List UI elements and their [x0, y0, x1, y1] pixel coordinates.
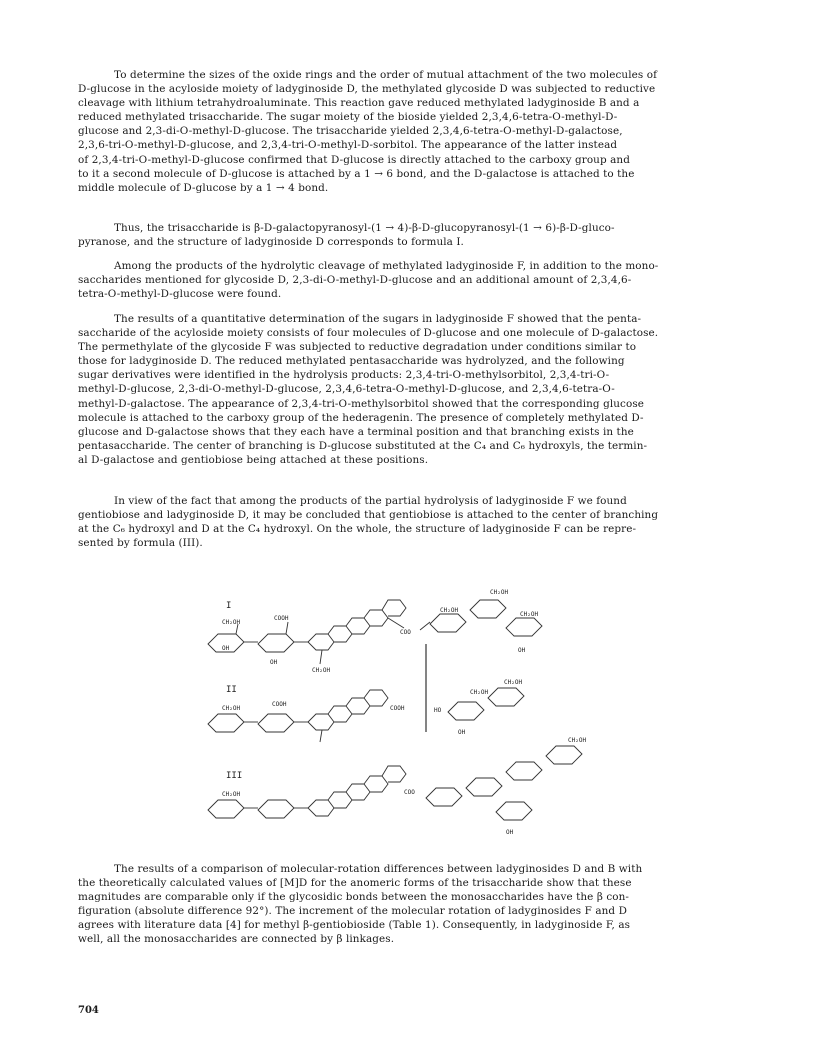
formula-3-glucose-ring-2 — [426, 788, 462, 806]
text-line: 2,3,6-tri-O-methyl-D-glucose, and 2,3,4-tri-O-methyl-D-sorbitol. The appearance of the latter instead — [78, 139, 618, 152]
oh-label: OH — [458, 729, 466, 736]
formula-label-2: II — [226, 685, 237, 695]
formula-1-glucose-ring-2 — [430, 614, 466, 632]
cooh-label: COOH — [390, 705, 405, 712]
formula-1-glucose-ring-3 — [506, 618, 542, 636]
paragraph-6 — [78, 862, 740, 947]
formula-3-glucose-ring — [208, 800, 244, 818]
formula-label-1: I — [226, 601, 232, 611]
text-line: saccharide of the acyloside moiety consists of four molecules of D-glucose and one molecule of D-galactose. — [78, 327, 659, 340]
ho-label: HO — [434, 707, 442, 714]
oh-label: OH — [518, 647, 526, 654]
ch2oh-label: CH₂OH — [568, 737, 587, 744]
ch2oh-label: CH₂OH — [222, 791, 241, 798]
formula-2-glucose-ring-right — [448, 702, 484, 720]
oh-label: OH — [506, 829, 514, 836]
formula-3-glucose-ring-4 — [506, 762, 542, 780]
text-line: well, all the monosaccharides are connected by β linkages. — [78, 933, 395, 946]
text-line: cleavage with lithium tetrahydroaluminate. This reaction gave reduced methylated ladyginoside B and a — [78, 97, 640, 110]
text-line: molecule is attached to the carboxy group of the hederagenin. The presence of completely methylated D- — [78, 411, 644, 424]
ch2oh-label: CH₂OH — [440, 607, 459, 614]
cooh-label: COOH — [272, 701, 287, 708]
formula-1-galactose-ring — [470, 600, 506, 618]
paragraph-1 — [78, 68, 740, 195]
formula-2-triterpene-skeleton — [308, 690, 388, 742]
text-line: In view of the fact that among the products of the partial hydrolysis of ladyginoside F we found — [114, 495, 627, 507]
text-line: tetra-O-methyl-D-glucose were found. — [78, 288, 282, 301]
text-line: glucose and 2,3-di-O-methyl-D-glucose. The trisaccharide yielded 2,3,4,6-tetra-O-methyl-D-galactose, — [78, 125, 623, 138]
text-line: methyl-D-galactose. The appearance of 2,3,4-tri-O-methylsorbitol showed that the corresponding glucose — [78, 397, 645, 410]
text-line: Thus, the trisaccharide is β-D-galactopyranosyl-(1 → 4)-β-D-glucopyranosyl-(1 → 6)-β-D-gluco- — [114, 222, 615, 234]
text-line: al D-galactose and gentiobiose being attached at these positions. — [78, 453, 429, 466]
text-line: those for ladyginoside D. The reduced methylated pentasaccharide was hydrolyzed, and the following — [78, 355, 625, 368]
formula-2-glucuronic-ring — [258, 714, 294, 732]
text-line: magnitudes are comparable only if the glycosidic bonds between the monosaccharides have the β con- — [78, 891, 630, 904]
text-line: reduced methylated trisaccharide. The sugar moiety of the bioside yielded 2,3,4,6-tetra-O-methyl-D- — [78, 111, 618, 124]
oh-label: OH — [270, 659, 278, 666]
text-line: methyl-D-glucose, 2,3-di-O-methyl-D-glucose, 2,3,4,6-tetra-O-methyl-D-glucose, and 2,3,4,6-tetra-O- — [78, 383, 615, 396]
text-line: glucose and D-galactose shows that they each have a terminal position and that branching exists in the — [78, 425, 634, 438]
oh-label: OH — [222, 645, 230, 652]
formula-2-glucose-ring-right-2 — [488, 688, 524, 706]
formula-1-triterpene-skeleton — [308, 600, 406, 664]
cooh-label: COOH — [274, 615, 289, 622]
structural-formulas-figure — [200, 572, 600, 844]
formula-2-glucose-ring — [208, 714, 244, 732]
text-line: Among the products of the hydrolytic cleavage of methylated ladyginoside F, in addition to the mono- — [114, 260, 659, 272]
text-line: saccharides mentioned for glycoside D, 2,3-di-O-methyl-D-glucose and an additional amount of 2,3,4,6- — [78, 274, 632, 287]
formula-label-3: III — [226, 771, 243, 781]
paragraph-5 — [78, 494, 740, 550]
ch2oh-label: CH₂OH — [520, 611, 539, 618]
text-line: to it a second molecule of D-glucose is attached by a 1 → 6 bond, and the D-galactose is attached to the — [78, 167, 635, 180]
text-line: agrees with literature data [4] for methyl β-gentiobioside (Table 1). Consequently, in ladyginoside F, as — [78, 919, 631, 932]
text-line: sugar derivatives were identified in the hydrolysis products: 2,3,4-tri-O-methylsorbitol, 2,3,4-tri-O- — [78, 369, 610, 382]
formula-3-galactose-ring — [496, 802, 532, 820]
text-line: D-glucose in the acyloside moiety of ladyginoside D, the methylated glycoside D was subjected to reductive — [78, 83, 656, 96]
text-line: gentiobiose and ladyginoside D, it may be concluded that gentiobiose is attached to the center of branching — [78, 509, 659, 522]
text-line: figuration (absolute difference 92°). The increment of the molecular rotation of ladyginosides F and D — [78, 905, 628, 918]
ch2oh-label: CH₂OH — [312, 667, 331, 674]
coo-label: COO — [400, 629, 411, 636]
coo-label: COO — [404, 789, 415, 796]
formulas-drawing — [200, 572, 600, 844]
text-line: The permethylate of the glycoside F was subjected to reductive degradation under conditions similar to — [78, 341, 637, 354]
text-line: The results of a comparison of molecular-rotation differences between ladyginosides D and B with — [114, 863, 643, 875]
paragraph-2 — [78, 221, 740, 249]
page-number: 704 — [78, 1005, 99, 1016]
text-line: To determine the sizes of the oxide rings and the order of mutual attachment of the two molecules of — [114, 69, 658, 81]
formula-3-glucuronic-ring — [258, 800, 294, 818]
ch2oh-label: CH₂OH — [470, 689, 489, 696]
paragraph-4 — [78, 312, 740, 467]
ch2oh-label: CH₂OH — [490, 589, 509, 596]
ch2oh-label: CH₂OH — [222, 705, 241, 712]
formula-3-triterpene-skeleton — [308, 766, 406, 816]
text-line: sented by formula (III). — [78, 537, 203, 550]
text-line: pyranose, and the structure of ladyginoside D corresponds to formula I. — [78, 236, 464, 249]
formula-1-glucuronic-ring — [258, 622, 294, 652]
text-line: of 2,3,4-tri-O-methyl-D-glucose confirmed that D-glucose is directly attached to the carboxy group and — [78, 153, 630, 166]
formula-3-glucose-ring-5 — [546, 746, 582, 764]
paragraph-3 — [78, 259, 740, 301]
text-line: the theoretically calculated values of [M]D for the anomeric forms of the trisaccharide show that these — [78, 877, 632, 890]
text-line: The results of a quantitative determination of the sugars in ladyginoside F showed that the penta- — [114, 313, 642, 325]
text-line: middle molecule of D-glucose by a 1 → 4 bond. — [78, 181, 329, 194]
ch2oh-label: CH₂OH — [504, 679, 523, 686]
text-line: at the C₆ hydroxyl and D at the C₄ hydroxyl. On the whole, the structure of ladyginoside F can be repre- — [78, 523, 637, 536]
text-line: pentasaccharide. The center of branching is D-glucose substituted at the C₄ and C₆ hydroxyls, the termin- — [78, 439, 648, 452]
ch2oh-label: CH₂OH — [222, 619, 241, 626]
formula-3-glucose-ring-3 — [466, 778, 502, 796]
